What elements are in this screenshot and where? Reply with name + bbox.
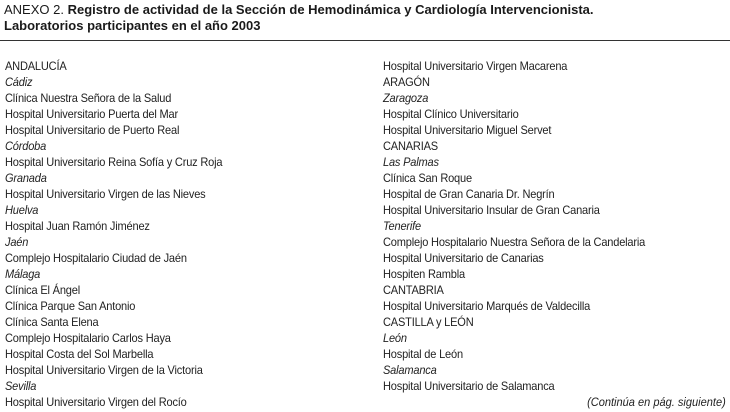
province-heading: Tenerife [383,219,422,233]
province-heading: Huelva [5,203,39,217]
province-heading: Córdoba [5,139,47,153]
annex-header [4,2,724,34]
center-list-item: Hospital Universitario Virgen de las Nieves [5,187,206,201]
right-column-list [383,58,645,394]
center-list-item: Hospital Universitario Virgen de la Victoria [5,363,203,377]
region-heading: CANTABRIA [383,283,444,297]
center-list-item: Complejo Hospitalario Carlos Haya [5,331,171,345]
annex-subtitle: Laboratorios participantes en el año 2003 [4,18,261,33]
province-heading: Cádiz [5,75,33,89]
province-heading: Málaga [5,267,41,281]
center-list-item: Hospital Juan Ramón Jiménez [5,219,150,233]
center-list-item: Hospiten Rambla [383,267,465,281]
annex-label: ANEXO 2. [4,2,64,17]
province-heading: Jaén [5,235,29,249]
center-list-item: Clínica Santa Elena [5,315,99,329]
center-list-item: Hospital de Gran Canaria Dr. Negrín [383,187,555,201]
header-line-1 [4,2,724,18]
center-list-item: Hospital de León [383,347,463,361]
center-list-item: Clínica Parque San Antonio [5,299,136,313]
region-heading: ARAGÓN [383,75,430,89]
center-list-item: Hospital Costa del Sol Marbella [5,347,154,361]
province-heading: Granada [5,171,47,185]
center-list-item: Clínica Nuestra Señora de la Salud [5,91,172,105]
province-heading: Zaragoza [383,91,429,105]
center-list-item: Hospital Universitario Marqués de Valdecilla [383,299,591,313]
region-heading: ANDALUCÍA [5,59,67,73]
left-column-list [5,58,222,410]
province-heading: León [383,331,407,345]
province-heading: Sevilla [5,379,37,393]
center-list-item: Hospital Universitario Virgen del Rocío [5,395,187,409]
center-list-item: Complejo Hospitalario Nuestra Señora de la Candelaria [383,235,646,249]
center-list-item: Hospital Universitario de Puerto Real [5,123,180,137]
center-list-item: Hospital Universitario de Salamanca [383,379,555,393]
region-heading: CASTILLA y LEÓN [383,315,474,329]
center-list-item: Clínica El Ángel [5,283,80,297]
header-divider [0,40,730,41]
center-list-item: Hospital Universitario Insular de Gran Canaria [383,203,600,217]
continuation-note: (Continúa en pág. siguiente) [587,395,726,409]
region-heading: CANARIAS [383,139,438,153]
center-list-item: Hospital Universitario Virgen Macarena [383,59,568,73]
center-list-item: Clínica San Roque [383,171,472,185]
annex-title: Registro de actividad de la Sección de Hemodinámica y Cardiología Intervencionista. [67,2,594,17]
center-list-item: Hospital Universitario Reina Sofía y Cruz Roja [5,155,223,169]
center-list-item: Hospital Universitario Miguel Servet [383,123,552,137]
center-list-item: Hospital Universitario Puerta del Mar [5,107,178,121]
center-list-item: Hospital Clínico Universitario [383,107,519,121]
province-heading: Salamanca [383,363,437,377]
center-list-item: Hospital Universitario de Canarias [383,251,544,265]
center-list-item: Complejo Hospitalario Ciudad de Jaén [5,251,187,265]
province-heading: Las Palmas [383,155,439,169]
